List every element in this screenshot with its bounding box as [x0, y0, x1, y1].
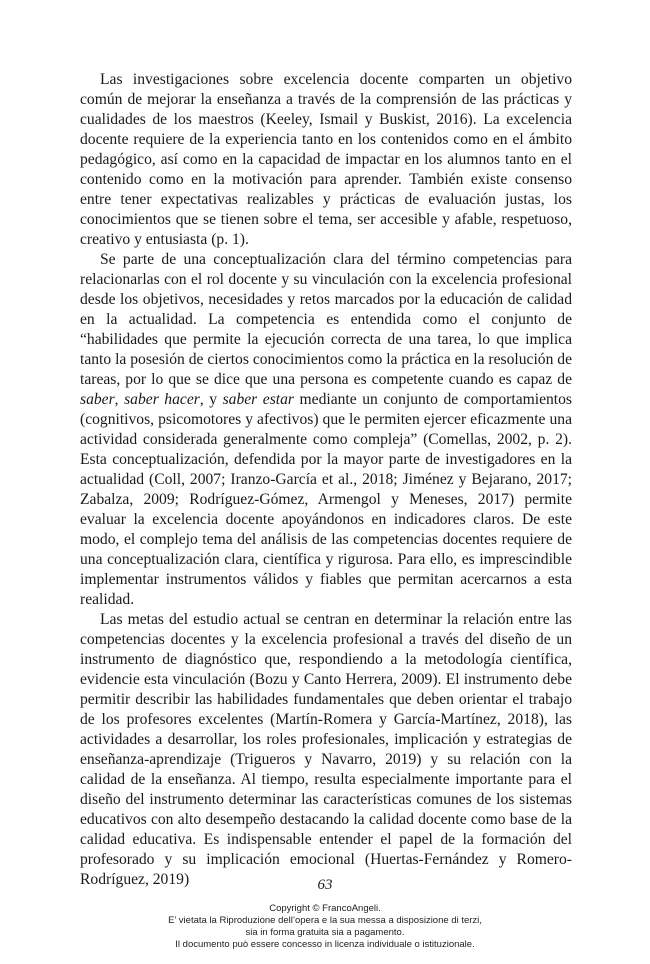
- copyright-line: E’ vietata la Riproduzione dell’opera e la sua messa a disposizione di terzi,: [168, 915, 482, 926]
- paragraph: [80, 70, 572, 250]
- copyright-notice: [0, 903, 650, 951]
- text-run: Las investigaciones sobre excelencia docente comparten un objetivo común de mejorar la enseñanza a través de la comprensión de las prácticas y cualidades de los maestros (Keeley, Ismail y Buskist, 2016). La excelencia docente requiere de la experiencia tanto en los contenidos como en el ámbito pedagógico, así como en la capacidad de impactar en los alumnos tanto en el contenido como en la motivación para aprender. También existe consenso entre tener expectativas realizables y prácticas de evaluación justas, los conocimientos que se tienen sobre el tema, ser accesible y afable, respetuoso, creativo y entusiasta (p. 1).: [80, 71, 572, 248]
- copyright-line: Il documento può essere concesso in licenza individuale o istituzionale.: [175, 939, 475, 950]
- text-run: Las metas del estudio actual se centran en determinar la relación entre las competencias docentes y la excelencia profesional a través del diseño de un instrumento de diagnóstico que, respondiendo a la metodología científica, evidencie esta vinculación (Bozu y Canto Herrera, 2009). El instrumento debe permitir describir las habilidades fundamentales que deben orientar el trabajo de los profesores excelentes (Martín-Romera y García-Martínez, 2018), las actividades a desarrollar, los roles profesionales, implicación y estrategias de enseñanza-aprendizaje (Trigueros y Navarro, 2019) y su relación con la calidad de la enseñanza. Al tiempo, resulta especialmente importante para el diseño del instrumento determinar las características comunes de los sistemas educativos con alto desempeño destacando la calidad docente como base de la calidad educativa. Es indispensable entender el papel de la formación del profesorado y su implicación emocional (Huertas-Fernández y Romero-Rodríguez, 2019): [80, 611, 572, 888]
- text-run: ,: [114, 391, 125, 408]
- text-run: , y: [199, 391, 223, 408]
- page-number: 63: [317, 877, 333, 893]
- copyright-line: sia in forma gratuita sia a pagamento.: [245, 927, 405, 938]
- text-run: Se parte de una conceptualización clara del término competencias para relacionarlas con el rol docente y su vinculación con la excelencia profesional desde los objetivos, necesidades y retos marcados por la educación de calidad en la actualidad. La competencia es entendida como el conjunto de “habilidades que permite la ejecución correcta de una tarea, lo que implica tanto la posesión de ciertos conocimientos como la práctica en la resolución de tareas, por lo que se dice que una persona es competente cuando es capaz de: [80, 251, 572, 388]
- paragraph: [80, 610, 572, 890]
- paragraph: [80, 250, 572, 610]
- copyright-line: Copyright © FrancoAngeli.: [269, 903, 381, 914]
- italic-term: saber: [80, 391, 115, 408]
- italic-term: saber estar: [222, 391, 294, 408]
- body-text: [80, 70, 572, 890]
- italic-term: saber hacer: [124, 391, 200, 408]
- text-run: mediante un conjunto de comportamientos (cognitivos, psicomotores y afectivos) que le permiten ejercer eficazmente una actividad considerada generalmente como compleja” (Comellas, 2002, p. 2). Esta conceptualización, defendida por la mayor parte de investigadores en la actualidad (Coll, 2007; Iranzo-García et al., 2018; Jiménez y Bejarano, 2017; Zabalza, 2009; Rodríguez-Gómez, Armengol y Meneses, 2017) permite evaluar la excelencia docente apoyándonos en indicadores claros. De este modo, el complejo tema del análisis de las competencias docentes requiere de una conceptualización clara, científica y rigurosa. Para ello, es imprescindible implementar instrumentos válidos y fiables que permitan acercarnos a esta realidad.: [80, 391, 572, 608]
